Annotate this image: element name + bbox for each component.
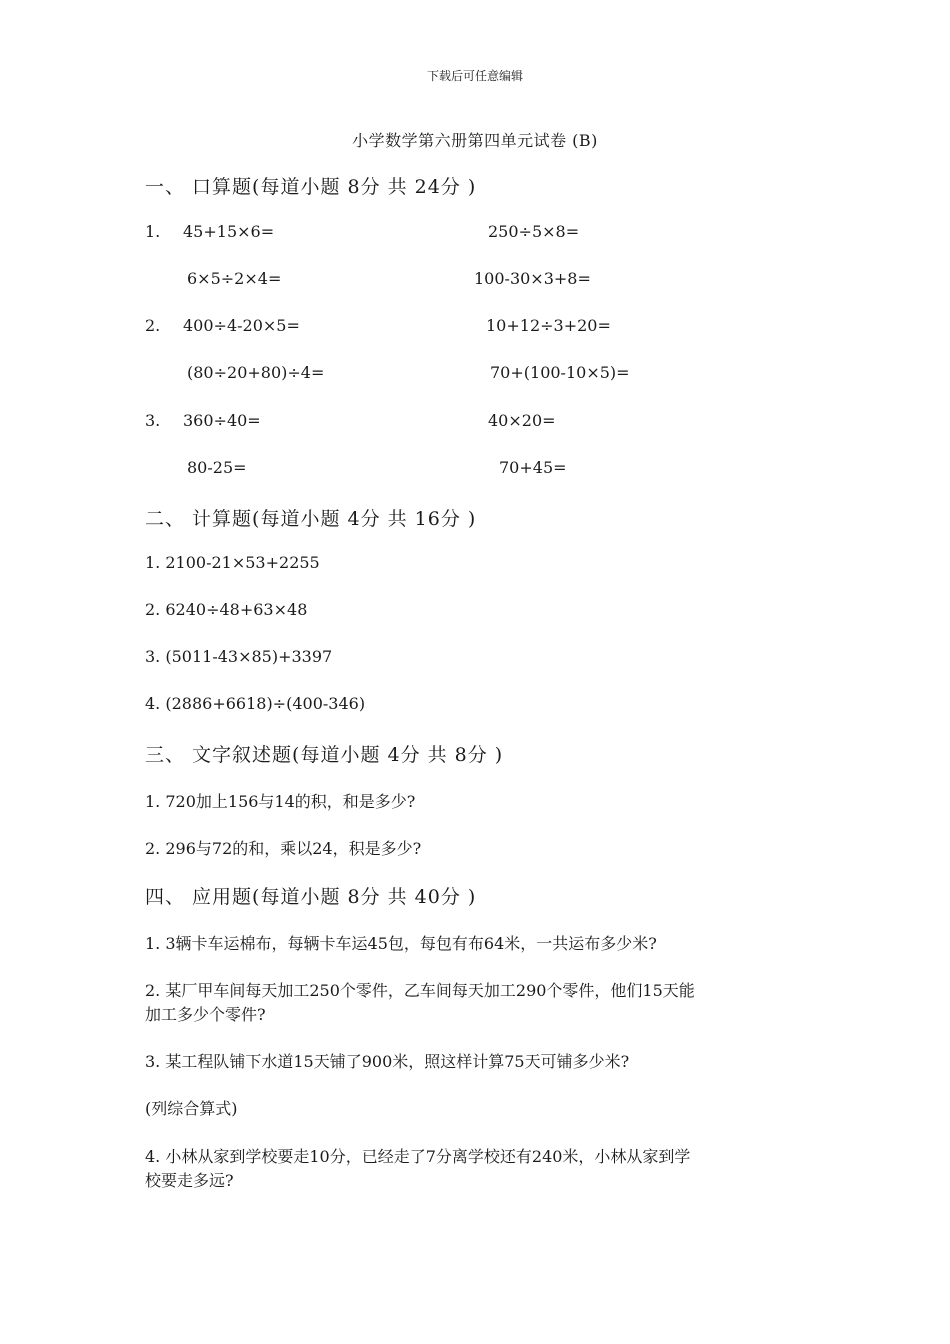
mental-math-item: 70+45= — [499, 458, 567, 477]
mental-math-item: 100-30×3+8= — [474, 269, 591, 288]
application-problem-item: 2. 某厂甲车间每天加工250个零件，乙车间每天加工290个零件，他们15天能 — [145, 981, 695, 1000]
mental-math-item: 360÷40= — [183, 411, 261, 430]
calculation-item: 1. 2100-21×53+2255 — [145, 553, 320, 572]
mental-math-item: 45+15×6= — [183, 222, 275, 241]
application-problem-item: 1. 3辆卡车运棉布，每辆卡车运45包，每包有布64米，一共运布多少米? — [145, 934, 657, 953]
calculation-item: 3. (5011-43×85)+3397 — [145, 647, 333, 666]
mental-math-item: 10+12÷3+20= — [486, 316, 611, 335]
application-problem-continuation: 加工多少个零件? — [145, 1005, 266, 1024]
exam-title: 小学数学第六册第四单元试卷 (B) — [352, 131, 598, 150]
section-3-heading: 三、 文字叙述题(每道小题 4分 共 8分 ) — [145, 744, 504, 766]
word-problem-item: 2. 296与72的和，乘以24，积是多少? — [145, 839, 422, 858]
question-number: 1. — [145, 222, 161, 241]
calculation-item: 4. (2886+6618)÷(400-346) — [145, 694, 366, 713]
mental-math-item: 250÷5×8= — [488, 222, 580, 241]
application-problem-item: 4. 小林从家到学校要走10分，已经走了7分离学校还有240米，小林从家到学 — [145, 1147, 691, 1166]
mental-math-item: (80÷20+80)÷4= — [187, 363, 325, 382]
word-problem-item: 1. 720加上156与14的积，和是多少? — [145, 792, 416, 811]
header-note: 下载后可任意编辑 — [426, 69, 523, 83]
calculation-item: 2. 6240÷48+63×48 — [145, 600, 308, 619]
mental-math-item: 6×5÷2×4= — [187, 269, 282, 288]
section-1-heading: 一、 口算题(每道小题 8分 共 24分 ) — [145, 176, 477, 198]
section-4-heading: 四、 应用题(每道小题 8分 共 40分 ) — [145, 886, 477, 908]
application-problem-item: 3. 某工程队铺下水道15天铺了900米，照这样计算75天可铺多少米? — [145, 1052, 630, 1071]
question-number: 3. — [145, 411, 161, 430]
mental-math-item: 400÷4-20×5= — [183, 316, 300, 335]
mental-math-item: 80-25= — [187, 458, 247, 477]
section-2-heading: 二、 计算题(每道小题 4分 共 16分 ) — [145, 508, 477, 530]
application-problem-note: (列综合算式) — [145, 1099, 238, 1118]
application-problem-continuation: 校要走多远? — [145, 1171, 234, 1190]
question-number: 2. — [145, 316, 161, 335]
mental-math-item: 40×20= — [488, 411, 556, 430]
mental-math-item: 70+(100-10×5)= — [490, 363, 630, 382]
